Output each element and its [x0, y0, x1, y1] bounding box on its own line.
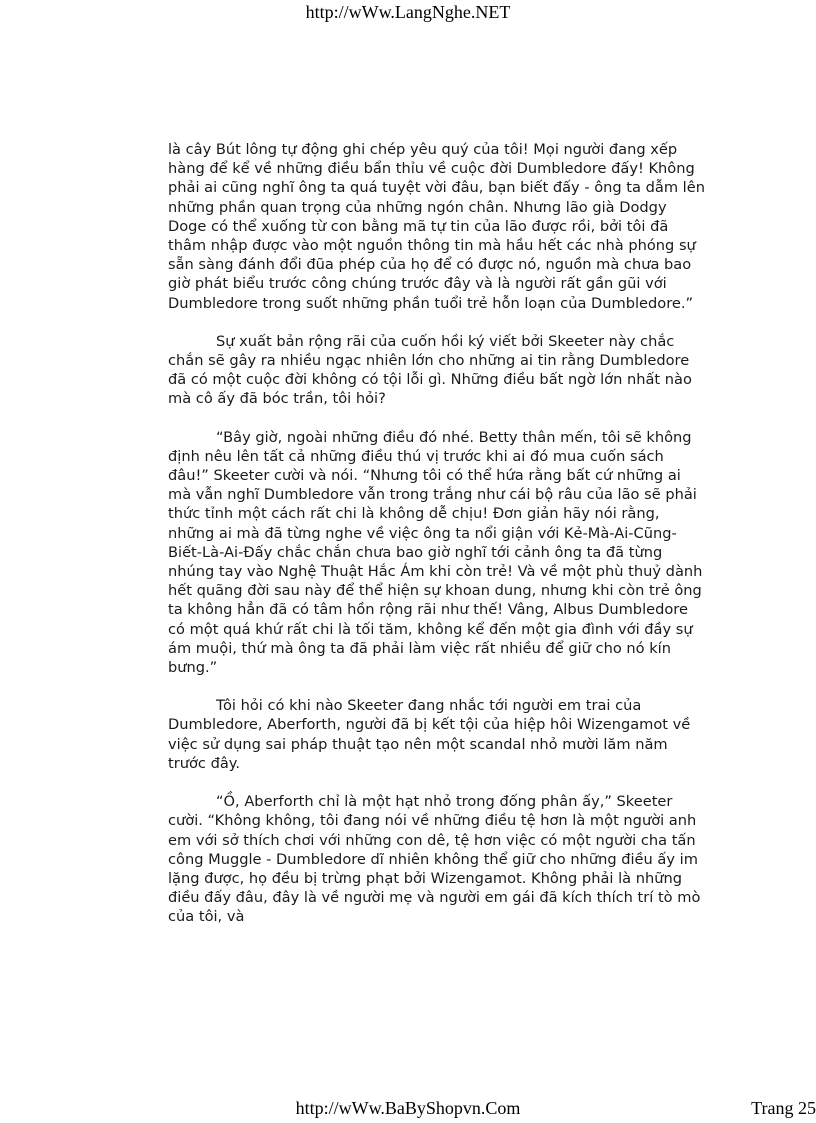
paragraph-5: “Ồ, Aberforth chỉ là một hạt nhỏ trong đống phân ấy,” Skeeter cười. “Không không, tôi đang nói về những điều tệ hơn là một người anh em với sở thích chơi với những con dê, tệ hơn việc có một người cha tấn công Muggle - Dumbledore dĩ nhiên không thể giữ cho những điều ấy im lặng được, họ đều bị trừng phạt bởi Wizengamot. Không phải là những điều đấy đâu, đây là về người mẹ và người em gái đã kích thích trí tò mò của tôi, và [168, 793, 701, 926]
footer-url: http://wWw.BaByShopvn.Com [295, 1098, 521, 1118]
document-body [168, 140, 708, 946]
paragraph-3: “Bây giờ, ngoài những điều đó nhé. Betty thân mến, tôi sẽ không định nêu lên tất cả những điều thú vị trước khi ai đó mua cuốn sách đâu!” Skeeter cười và nói. “Nhưng tôi có thể hứa rằng bất cứ những ai mà vẫn nghĩ Dumbledore vẫn trong trắng như cái bộ râu của lão sẽ phải thức tỉnh một cách rất chi là không dễ chịu! Đơn giản hãy nói rằng, những ai mà đã từng nghe về việc ông ta nổi giận với Kẻ-Mà-Ai-Cũng-Biết-Là-Ai-Đấy chắc chắn chưa bao giờ nghĩ tới cảnh ông ta đã từng nhúng tay vào Nghệ Thuật Hắc Ám khi còn trẻ! Và về một phù thuỷ dành hết quãng đời sau này để thể hiện sự khoan dung, nhưng khi còn trẻ ông ta không hẳn đã có tâm hồn rộng rãi như thế! Vâng, Albus Dumbledore có một quá khứ rất chi là tối tăm, không kể đến một gia đình với đầy sự ám muội, thứ mà ông ta đã phải làm việc rất nhiều để giữ cho nó kín bưng.” [168, 428, 703, 677]
paragraph-1: là cây Bút lông tự động ghi chép yêu quý của tôi! Mọi người đang xếp hàng để kể về những điều bẩn thỉu về cuộc đời Dumbledore đấy! Không phải ai cũng nghĩ ông ta quá tuyệt vời đâu, bạn biết đấy - ông ta dẫm lên những phần quan trọng của những ngón chân. Nhưng lão già Dodgy Doge có thể xuống từ con bằng mã tự tin của lão được rồi, bởi tôi đã thâm nhập được vào một nguồn thông tin mà hầu hết các nhà phóng sự sẵn sàng đánh đổi đũa phép của họ để có được nó, nguồn mà chưa bao giờ phát biểu trước công chúng trước đây và là người rất gần gũi với Dumbledore trong suốt những phần tuổi trẻ hỗn loạn của Dumbledore.” [168, 141, 705, 312]
paragraph-2: Sự xuất bản rộng rãi của cuốn hồi ký viết bởi Skeeter này chắc chắn sẽ gây ra nhiều ngạc nhiên lớn cho những ai tin rằng Dumbledore đã có một cuộc đời không có tội lỗi gì. Những điều bất ngờ lớn nhất nào mà cô ấy đã bóc trần, tôi hỏi? [168, 332, 692, 408]
paragraph-4: Tôi hỏi có khi nào Skeeter đang nhắc tới người em trai của Dumbledore, Aberforth, người đã bị kết tội của hiệp hôi Wizengamot về việc sử dụng sai pháp thuật tạo nên một scandal nhỏ mười lăm năm trước đây. [168, 697, 691, 772]
header-url: http://wWw.LangNghe.NET [305, 2, 511, 22]
page-number: Trang 25 [751, 1098, 816, 1118]
